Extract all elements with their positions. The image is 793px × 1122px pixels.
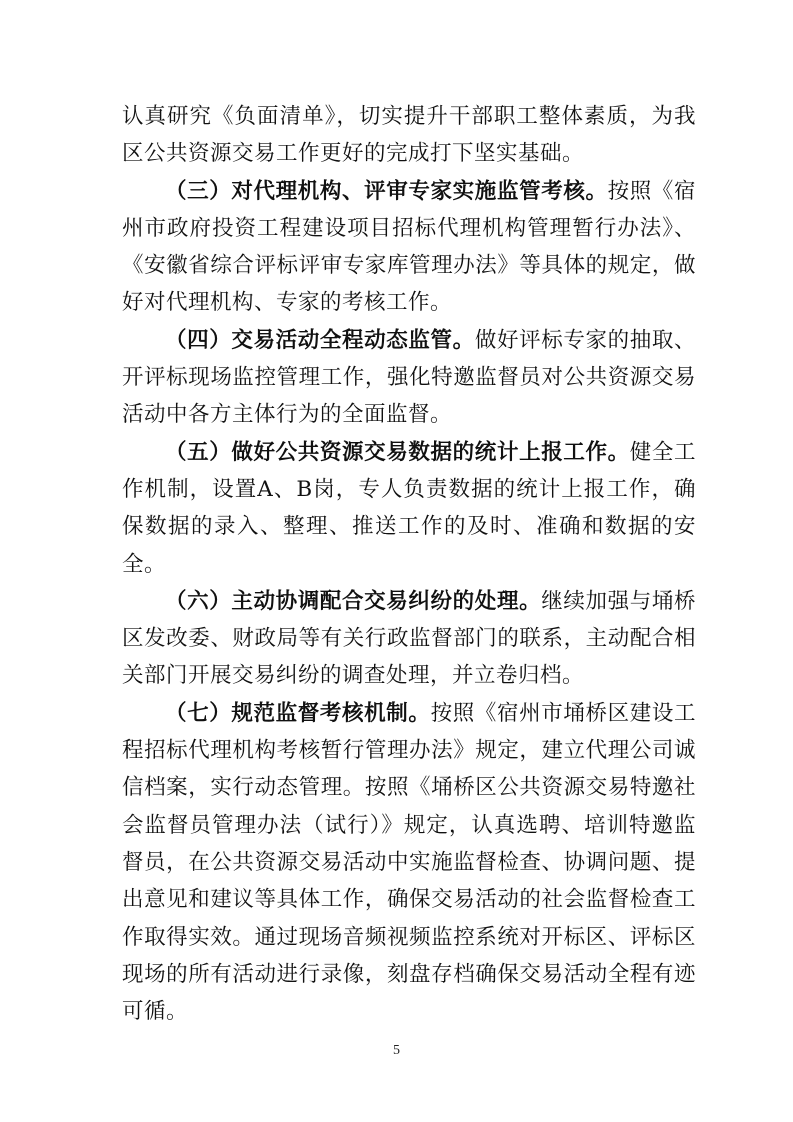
section-heading-5: （五）做好公共资源交易数据的统计上报工作。 xyxy=(165,439,630,465)
section-heading-4: （四）交易活动全程动态监管。 xyxy=(165,327,475,353)
section-body-5: 健全工作机制，设置A、B岗，专人负责数据的统计上报工作，确保数据的录入、整理、推送工作的及时、准确和数据的安全。 xyxy=(122,439,696,577)
section-paragraph-4 xyxy=(122,322,696,434)
section-paragraph-6 xyxy=(122,583,696,695)
section-heading-6: （六）主动协调配合交易纠纷的处理。 xyxy=(165,588,542,614)
section-paragraph-5 xyxy=(122,434,696,583)
document-body xyxy=(122,98,696,1030)
continuation-paragraph: 认真研究《负面清单》，切实提升干部职工整体素质，为我区公共资源交易工作更好的完成打下坚实基础。 xyxy=(122,104,696,167)
section-paragraph-3 xyxy=(122,173,696,322)
section-body-7: 按照《宿州市埇桥区建设工程招标代理机构考核暂行管理办法》规定，建立代理公司诚信档案，实行动态管理。按照《埇桥区公共资源交易特邀社会监督员管理办法（试行）》规定，认真选聘、培训特邀监督员，在公共资源交易活动中实施监督检查、协调问题、提出意见和建议等具体工作，确保交易活动的社会监督检查工作取得实效。通过现场音频视频监控系统对开标区、评标区现场的所有活动进行录像，刻盘存档确保交易活动全程有迹可循。 xyxy=(122,700,696,1025)
section-body-4: 做好评标专家的抽取、开评标现场监控管理工作，强化特邀监督员对公共资源交易活动中各方主体行为的全面监督。 xyxy=(122,327,696,428)
section-body-3: 按照《宿州市政府投资工程建设项目招标代理机构管理暂行办法》、《安徽省综合评标评审专家库管理办法》等具体的规定，做好对代理机构、专家的考核工作。 xyxy=(122,178,696,316)
section-body-6: 继续加强与埇桥区发改委、财政局等有关行政监督部门的联系，主动配合相关部门开展交易纠纷的调查处理，并立卷归档。 xyxy=(122,588,696,689)
section-heading-3: （三）对代理机构、评审专家实施监管考核。 xyxy=(165,178,608,204)
section-heading-7: （七）规范监督考核机制。 xyxy=(165,700,431,726)
page-number: 5 xyxy=(393,1043,400,1058)
section-paragraph-7 xyxy=(122,695,696,1031)
